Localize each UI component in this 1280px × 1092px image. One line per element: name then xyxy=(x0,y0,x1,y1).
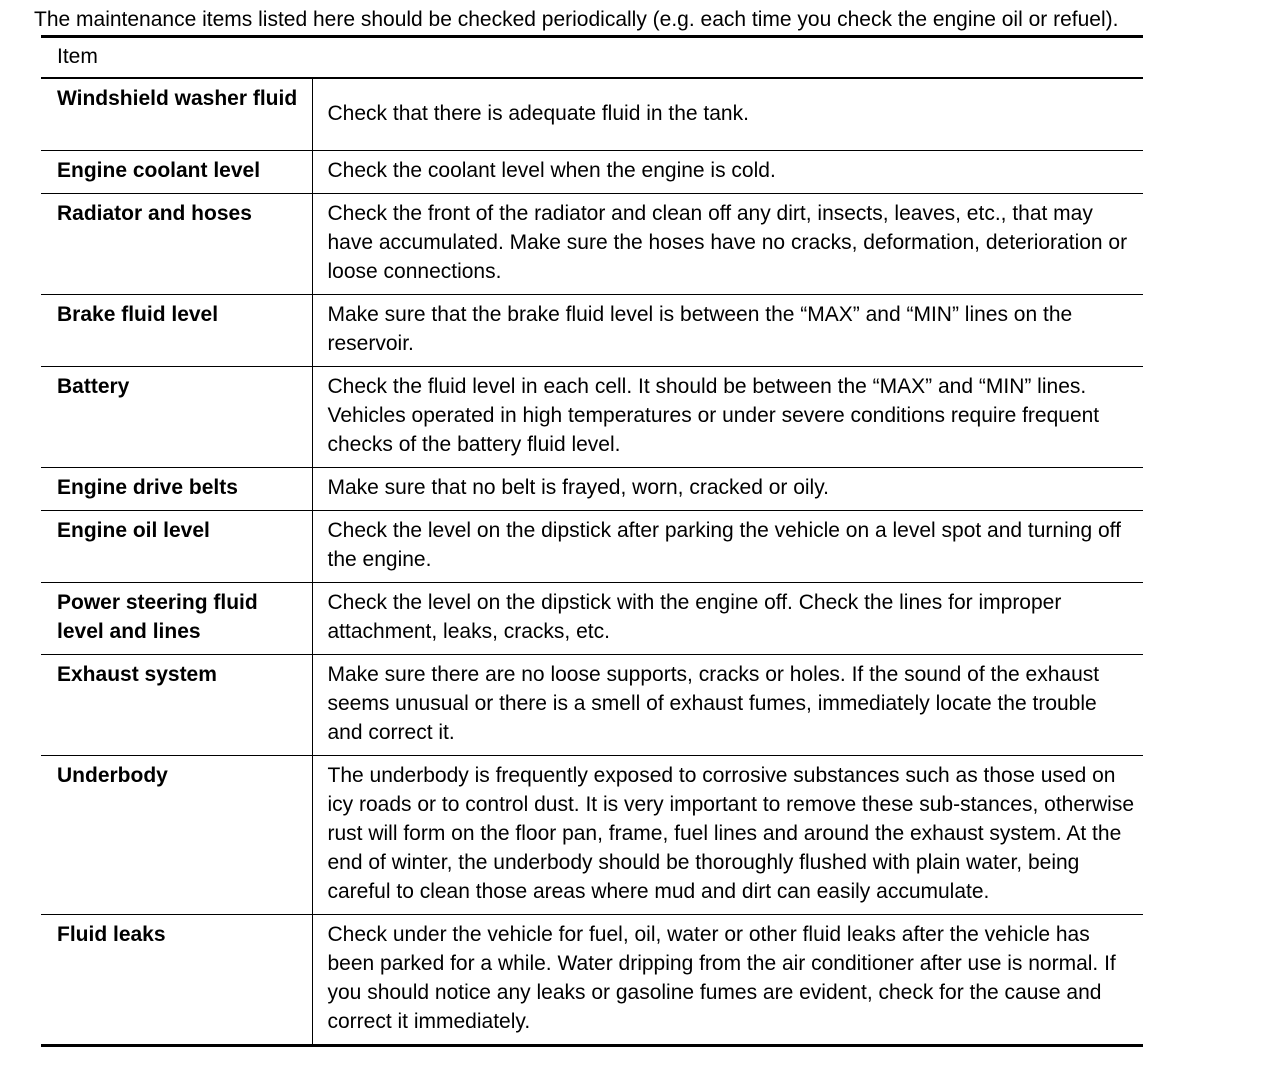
row-item-description: Check the front of the radiator and clean off any dirt, insects, leaves, etc., that may have accumulated. Make sure the hoses have no cracks, deformation, deterioration or loose connections. xyxy=(312,194,1143,295)
column-header-item: Item xyxy=(41,37,1143,79)
table-row xyxy=(41,511,1143,583)
row-item-name: Radiator and hoses xyxy=(41,194,312,295)
table-row xyxy=(41,915,1143,1046)
row-item-description: Check under the vehicle for fuel, oil, water or other fluid leaks after the vehicle has been parked for a while. Water dripping from the air conditioner after use is normal. If you should notice any leaks or gasoline fumes are evident, check for the cause and correct it immediately. xyxy=(312,915,1143,1046)
row-item-description: Make sure that no belt is frayed, worn, cracked or oily. xyxy=(312,468,1143,511)
row-item-name: Fluid leaks xyxy=(41,915,312,1046)
row-item-name: Brake fluid level xyxy=(41,295,312,367)
row-item-description: The underbody is frequently exposed to corrosive substances such as those used on icy roads or to control dust. It is very important to remove these sub-stances, otherwise rust will form on the floor pan, frame, fuel lines and around the exhaust system. At the end of winter, the underbody should be thoroughly flushed with plain water, being careful to clean those areas where mud and dirt can easily accumulate. xyxy=(312,756,1143,915)
row-item-name: Windshield washer fluid xyxy=(41,78,312,151)
row-item-name: Exhaust system xyxy=(41,655,312,756)
row-item-description: Check the fluid level in each cell. It should be between the “MAX” and “MIN” lines. Vehicles operated in high temperatures or under severe conditions require frequent checks of the battery fluid level. xyxy=(312,367,1143,468)
table-row xyxy=(41,583,1143,655)
row-item-description: Check the level on the dipstick with the engine off. Check the lines for improper attachment, leaks, cracks, etc. xyxy=(312,583,1143,655)
row-item-name: Engine drive belts xyxy=(41,468,312,511)
row-item-description: Make sure that the brake fluid level is between the “MAX” and “MIN” lines on the reservoir. xyxy=(312,295,1143,367)
table-row xyxy=(41,295,1143,367)
maintenance-table xyxy=(41,35,1143,1047)
table-row xyxy=(41,756,1143,915)
row-item-name: Underbody xyxy=(41,756,312,915)
intro-text: The maintenance items listed here should be checked periodically (e.g. each time you check the engine oil or refuel). xyxy=(34,8,1119,31)
table-row xyxy=(41,78,1143,151)
row-item-description: Check that there is adequate fluid in the tank. xyxy=(312,78,1143,151)
table-row xyxy=(41,468,1143,511)
row-item-description: Make sure there are no loose supports, cracks or holes. If the sound of the exhaust seems unusual or there is a smell of exhaust fumes, immediately locate the trouble and correct it. xyxy=(312,655,1143,756)
table-row xyxy=(41,367,1143,468)
row-item-name: Power steering fluid level and lines xyxy=(41,583,312,655)
table-row xyxy=(41,151,1143,194)
row-item-name: Engine coolant level xyxy=(41,151,312,194)
row-item-name: Battery xyxy=(41,367,312,468)
row-item-description: Check the coolant level when the engine is cold. xyxy=(312,151,1143,194)
table-row xyxy=(41,194,1143,295)
table-header-row xyxy=(41,37,1143,79)
row-item-description: Check the level on the dipstick after parking the vehicle on a level spot and turning off the engine. xyxy=(312,511,1143,583)
row-item-name: Engine oil level xyxy=(41,511,312,583)
table-row xyxy=(41,655,1143,756)
